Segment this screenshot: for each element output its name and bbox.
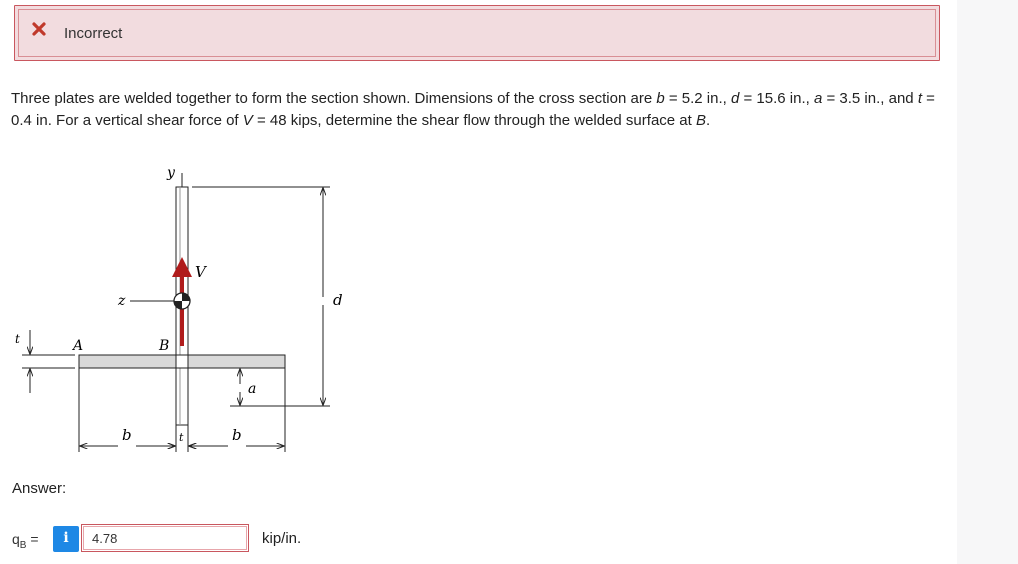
problem-text: = 0.4 in. For a vertical shear force of <box>11 90 935 129</box>
point-A-label: A <box>73 338 84 354</box>
var-V: V <box>242 111 253 129</box>
var-b: b <box>656 90 665 107</box>
problem-text: = 15.6 in., <box>739 90 814 107</box>
feedback-banner <box>14 5 940 61</box>
var-a: a <box>813 90 823 107</box>
centroid-icon <box>174 293 190 309</box>
z-axis-label: z <box>118 293 126 309</box>
t-flange-label: t <box>15 332 20 346</box>
cross-section-figure <box>0 155 400 465</box>
var-d: d <box>730 90 740 107</box>
problem-text: . <box>706 111 711 129</box>
b-right-label: b <box>232 426 242 444</box>
d-label: d <box>333 291 343 309</box>
answer-label: Answer: <box>12 480 67 497</box>
problem-text: = 5.2 in., <box>664 90 731 107</box>
info-button[interactable] <box>53 526 79 552</box>
var-t: t <box>917 90 922 107</box>
answer-row <box>10 522 410 554</box>
answer-input[interactable] <box>81 524 249 552</box>
point-B-label: B <box>159 338 170 354</box>
y-axis-label: y <box>167 165 175 181</box>
web-through-flange <box>176 355 188 368</box>
qb-equals: = <box>30 531 39 547</box>
info-icon: i <box>63 530 69 546</box>
qb-label <box>12 531 39 551</box>
x-icon <box>31 21 47 37</box>
qb-var: q <box>12 531 20 547</box>
feedback-status: Incorrect <box>64 25 123 42</box>
problem-text: = 48 kips, determine the shear flow through the welded surface at <box>252 111 696 129</box>
shear-force-label: V <box>195 263 206 281</box>
t-web-label: t <box>179 431 184 444</box>
page-gutter <box>957 0 1018 564</box>
shear-force-arrowhead <box>172 257 192 277</box>
feedback-banner-inner <box>18 9 936 57</box>
problem-text: = 3.5 in., and <box>822 90 918 107</box>
a-label: a <box>248 381 257 397</box>
units-label: kip/in. <box>262 530 302 547</box>
b-left-label: b <box>122 426 132 444</box>
problem-statement <box>11 88 946 131</box>
var-B: B <box>695 111 706 129</box>
problem-text: Three plates are welded together to form the section shown. Dimensions of the cross section are <box>11 90 657 107</box>
qb-subscript: B <box>19 539 27 551</box>
